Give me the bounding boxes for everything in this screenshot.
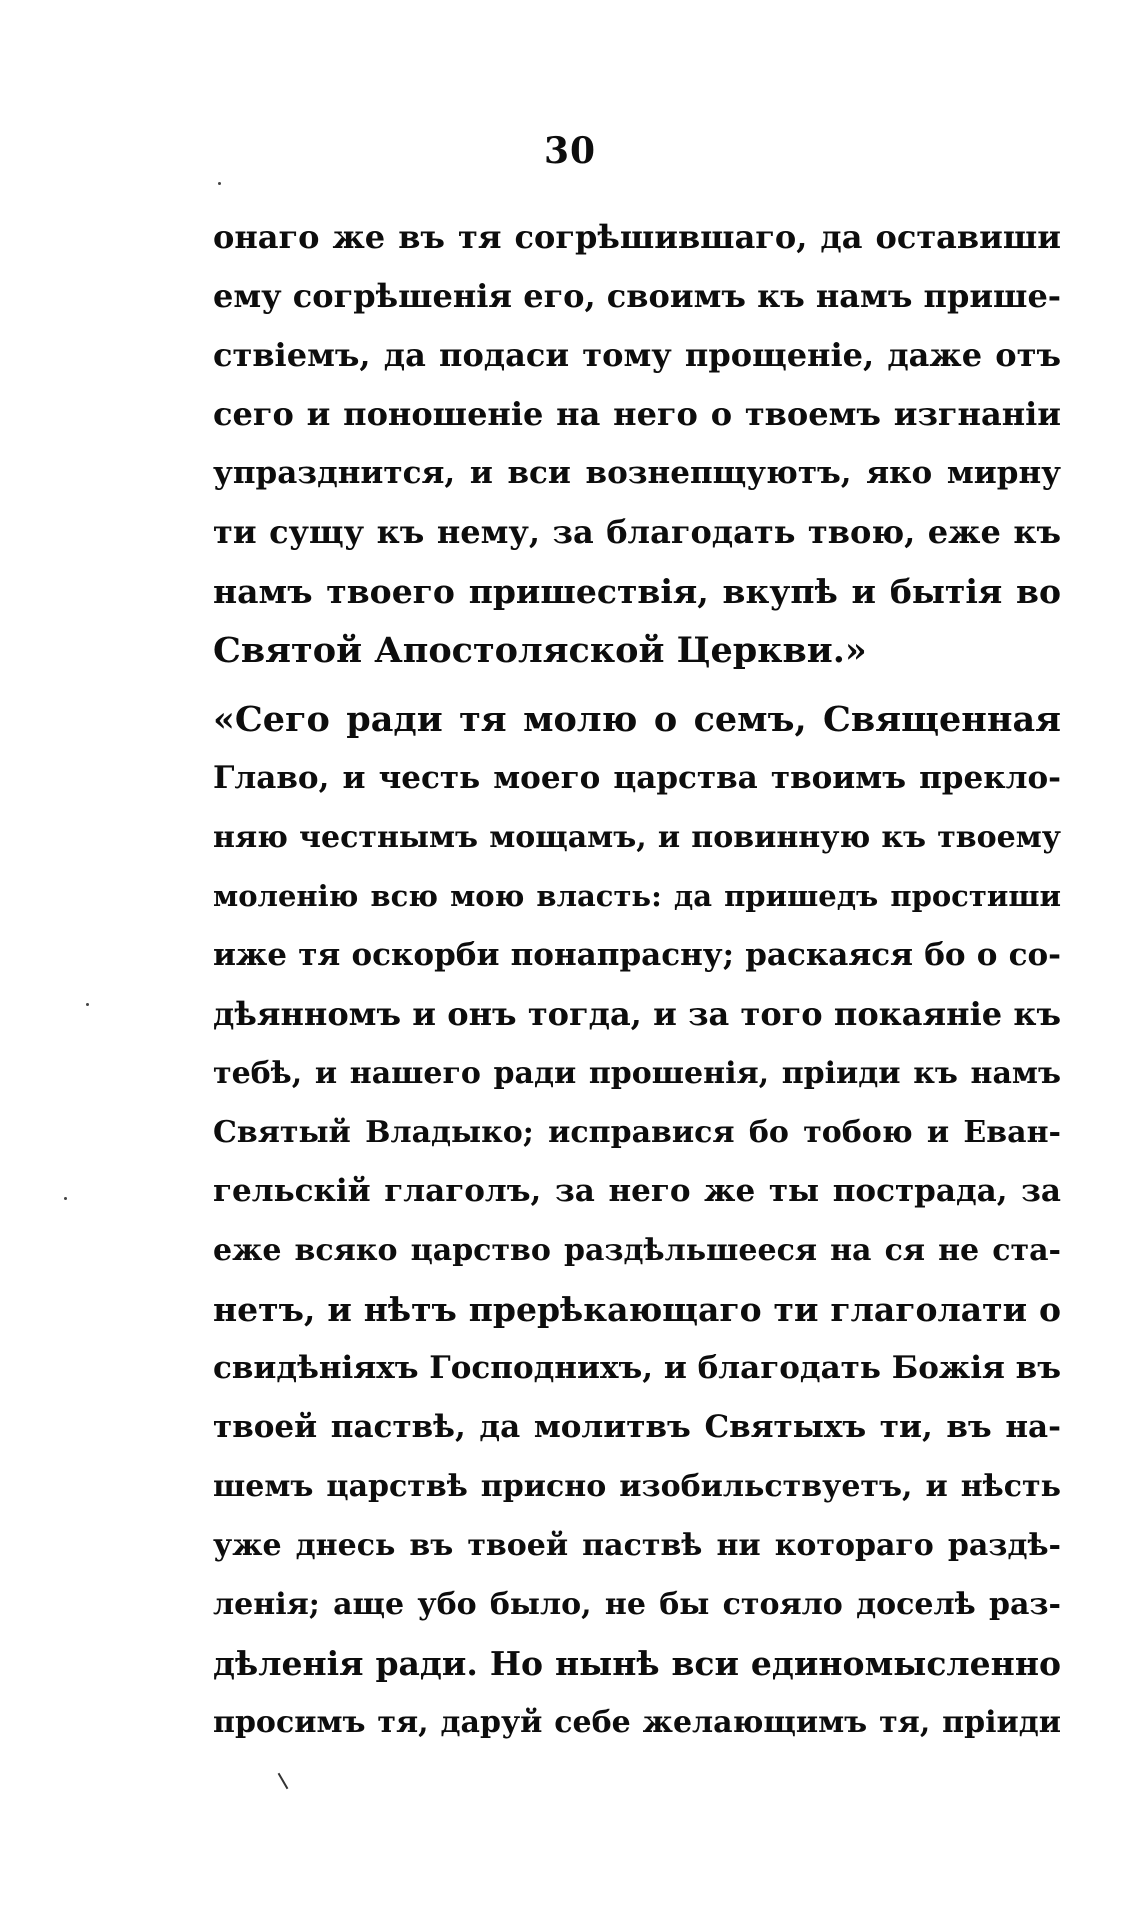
text-line: свидѣніяхъ Господнихъ, и благодать Божія въ <box>213 1350 1061 1386</box>
page-number: 30 <box>543 130 597 172</box>
text-line: нетъ, и нѣтъ прерѣкающаго ти глаголати о <box>213 1290 1061 1329</box>
text-line: ствіемъ, да подаси тому прощеніе, даже отъ <box>213 336 1061 374</box>
text-line: ленія; аще убо было, не бы стояло доселѣ раз- <box>213 1587 1061 1622</box>
text-line: Святой Апостоляской Церкви.» <box>213 630 867 671</box>
scan-speck <box>218 182 221 185</box>
text-line: гельскій глаголъ, за него же ты пострада, за <box>213 1173 1061 1209</box>
text-line: уже днесь въ твоей паствѣ ни котораго раздѣ- <box>213 1528 1061 1563</box>
text-line: твоей паствѣ, да молитвъ Святыхъ ти, въ на- <box>213 1409 1061 1445</box>
text-line: дѣянномъ и онъ тогда, и за того покаяніе къ <box>213 995 1061 1033</box>
text-line: шемъ царствѣ присно изобильствуетъ, и нѣсть <box>213 1469 1061 1504</box>
text-line: намъ твоего пришествія, вкупѣ и бытія во <box>213 572 1061 611</box>
text-line: «Сего ради тя молю о семъ, Священная <box>213 699 1061 740</box>
text-line: ти сущу къ нему, за благодать твою, еже къ <box>213 513 1061 551</box>
text-line: упразднится, и вси вознепщуютъ, яко мирну <box>213 455 1061 491</box>
text-line: моленію всю мою власть: да пришедъ простиши <box>213 879 1061 913</box>
scan-speck <box>86 1003 89 1006</box>
text-line: еже всяко царство раздѣльшееся на ся не ста- <box>213 1233 1061 1268</box>
text-line: просимъ тя, даруй себе желающимъ тя, пріиди <box>213 1705 1061 1740</box>
text-line: сего и поношеніе на него о твоемъ изгнаніи <box>213 395 1061 433</box>
text-line: Святый Владыко; исправися бо тобою и Еван- <box>213 1115 1061 1150</box>
text-line: онаго же въ тя согрѣшившаго, да оставиши <box>213 218 1061 256</box>
text-line: няю честнымъ мощамъ, и повинную къ твоему <box>213 820 1061 855</box>
scan-speck <box>64 1197 67 1200</box>
paragraph-1 <box>213 208 1061 680</box>
text-line: ему согрѣшенія его, своимъ къ намъ прише- <box>213 277 1061 315</box>
text-line: иже тя оскорби понапрасну; раскаяся бо о со- <box>213 937 1061 973</box>
text-line: дѣленія ради. Но нынѣ вси единомысленно <box>213 1644 1061 1683</box>
text-line: тебѣ, и нашего ради прошенія, пріиди къ намъ <box>213 1056 1061 1091</box>
paragraph-2 <box>213 690 1061 1752</box>
text-line: Главо, и честь моего царства твоимъ прекло- <box>213 760 1061 796</box>
scan-mark <box>278 1773 289 1790</box>
